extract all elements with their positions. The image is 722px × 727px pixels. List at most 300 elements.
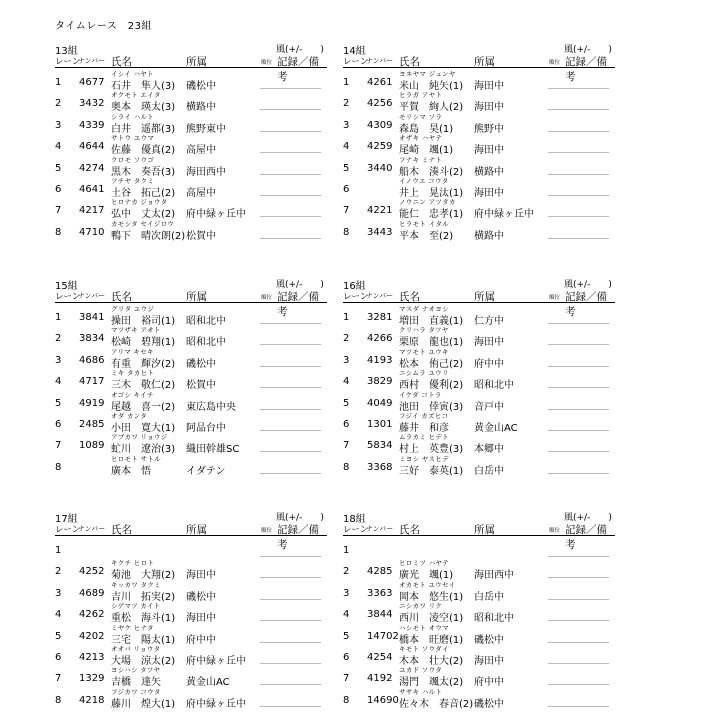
record-blank[interactable] bbox=[260, 684, 321, 685]
entrant-kana: オオバ リョウタ bbox=[111, 645, 161, 653]
record-blank[interactable] bbox=[260, 706, 321, 707]
entrant-name: 船木 湊斗(2) bbox=[399, 166, 464, 178]
lane-number: 8 bbox=[55, 226, 62, 238]
entry-row bbox=[343, 368, 615, 392]
record-blank[interactable] bbox=[548, 577, 609, 578]
header-rank: 順位 bbox=[549, 60, 561, 66]
entrant-affiliation: 松賀中 bbox=[186, 380, 216, 392]
entrant-kana: フジカワ コウタ bbox=[111, 687, 161, 696]
header-rank: 順位 bbox=[261, 60, 273, 66]
bib-number: 3443 bbox=[367, 226, 393, 238]
entrant-affiliation: 白岳中 bbox=[474, 465, 504, 477]
bib-number: 5834 bbox=[367, 440, 393, 452]
entrant-kana: ヒラガ アヤト bbox=[399, 91, 443, 100]
entrant-name: 西村 優利(2) bbox=[399, 380, 464, 392]
bib-number: 4677 bbox=[79, 77, 105, 88]
lane-number: 4 bbox=[343, 609, 350, 621]
entrant-affiliation: 府中緑ヶ丘中 bbox=[186, 209, 246, 221]
entrant-affiliation: 東広島中央 bbox=[186, 401, 236, 413]
bib-number: 4192 bbox=[367, 673, 393, 685]
wind-field: 風(+/- ) bbox=[276, 45, 324, 55]
record-blank[interactable] bbox=[548, 473, 609, 474]
bib-number: 4049 bbox=[367, 397, 393, 409]
entrant-kana: ヨシハシ タツヤ bbox=[111, 666, 161, 675]
entrant-affiliation: 海田中 bbox=[474, 102, 504, 114]
record-blank[interactable] bbox=[260, 577, 321, 578]
record-blank[interactable] bbox=[548, 152, 609, 153]
header-record: 記録／備考 bbox=[277, 56, 319, 83]
entrant-name: 藤井 和彦 bbox=[399, 423, 449, 434]
entrant-kana: マツモト ユウキ bbox=[399, 347, 449, 356]
entrant-kana: グリタ ユウジ bbox=[111, 305, 155, 313]
entry-row bbox=[343, 537, 615, 558]
entry-row bbox=[343, 454, 615, 475]
entrant-affiliation: イダテン bbox=[186, 465, 226, 477]
entrant-affiliation: 織田幹雄SC bbox=[186, 444, 240, 456]
entrant-affiliation: 磯松中 bbox=[186, 591, 216, 603]
entrant-name: 松崎 碧翔(1) bbox=[111, 337, 176, 349]
bib-number: 3841 bbox=[79, 312, 105, 323]
lane-number: 5 bbox=[55, 162, 62, 174]
record-blank[interactable] bbox=[260, 88, 321, 89]
heat-name: 17組 bbox=[55, 514, 78, 525]
entrant-kana: ツチヤ タクミ bbox=[111, 177, 155, 185]
bib-number: 4285 bbox=[367, 566, 393, 578]
entrant-kana: マスダ ナオヨシ bbox=[399, 305, 449, 313]
record-blank[interactable] bbox=[260, 387, 321, 388]
bib-number: 4252 bbox=[79, 566, 105, 578]
heat-name: 16組 bbox=[343, 281, 366, 292]
wind-field: 風(+/- ) bbox=[276, 280, 324, 290]
lane-number: 3 bbox=[55, 587, 62, 599]
entry-row bbox=[55, 69, 327, 90]
entrant-name: 有重 輝汐(2) bbox=[111, 358, 176, 370]
entrant-kana: ヒロモト サトル bbox=[111, 454, 161, 463]
entrant-kana: ハシモト オウマ bbox=[399, 623, 449, 632]
entry-row bbox=[343, 155, 615, 176]
bib-number: 4339 bbox=[79, 119, 105, 131]
entry-row bbox=[55, 133, 327, 157]
entrant-name: 平賀 絢人(2) bbox=[399, 102, 464, 114]
bib-number: 4262 bbox=[79, 609, 105, 621]
entry-row bbox=[343, 601, 615, 625]
entrant-affiliation: 昭和北中 bbox=[186, 337, 226, 349]
entry-row bbox=[55, 304, 327, 325]
entrant-kana: クリハラ タツヤ bbox=[399, 326, 449, 335]
entry-row bbox=[55, 432, 327, 456]
entrant-name: 尾越 喜一(2) bbox=[111, 401, 176, 413]
lane-number: 2 bbox=[55, 98, 62, 110]
entrant-name: 吉川 拓実(2) bbox=[111, 591, 176, 603]
bib-number: 4221 bbox=[367, 205, 393, 217]
entrant-name: 小田 寛大(1) bbox=[111, 423, 176, 434]
entrant-name: 三好 泰英(1) bbox=[399, 465, 464, 477]
record-blank[interactable] bbox=[548, 344, 609, 345]
lane-number: 5 bbox=[343, 397, 350, 409]
entrant-affiliation: 府中緑ヶ丘中 bbox=[474, 209, 534, 221]
entrant-kana: ヨネヤマ ジュンヤ bbox=[399, 70, 456, 78]
entrant-name: 佐藤 優真(2) bbox=[111, 145, 176, 157]
entrant-affiliation: 海田中 bbox=[186, 570, 216, 582]
record-blank[interactable] bbox=[548, 430, 609, 431]
header-record: 記録／備考 bbox=[565, 524, 607, 551]
record-blank[interactable] bbox=[548, 684, 609, 685]
header-rank: 順位 bbox=[549, 295, 561, 301]
bib-number: 4218 bbox=[79, 694, 105, 706]
header-name: 氏名 bbox=[111, 291, 132, 303]
entrant-kana: キモト ソウダイ bbox=[399, 645, 449, 653]
record-blank[interactable] bbox=[548, 216, 609, 217]
entrant-affiliation: 海田西中 bbox=[474, 570, 514, 582]
entrant-name: 廣本 悟 bbox=[111, 465, 151, 477]
bib-number: 4193 bbox=[367, 354, 393, 366]
lane-number: 8 bbox=[55, 694, 62, 706]
record-blank[interactable] bbox=[548, 706, 609, 707]
entry-row bbox=[55, 454, 327, 475]
entrant-kana: マツザキ アオト bbox=[111, 326, 161, 335]
entry-row bbox=[55, 558, 327, 582]
header-affiliation: 所属 bbox=[474, 56, 495, 68]
lane-number: 1 bbox=[55, 77, 62, 88]
entry-row bbox=[55, 368, 327, 392]
header-affiliation: 所属 bbox=[186, 524, 207, 536]
record-blank[interactable] bbox=[260, 451, 321, 452]
header-affiliation: 所属 bbox=[186, 56, 207, 68]
entrant-affiliation: 熊野東中 bbox=[186, 123, 226, 135]
entry-row bbox=[55, 601, 327, 625]
entrant-kana: ミヤケ ヒナタ bbox=[111, 623, 154, 632]
lane-number: 6 bbox=[343, 652, 350, 663]
entrant-name: 鴨下 晴次朗(2) bbox=[111, 230, 186, 242]
entrant-name: 橋本 旺磨(1) bbox=[399, 634, 464, 646]
header-affiliation: 所属 bbox=[186, 291, 207, 303]
header-record: 記録／備考 bbox=[565, 291, 607, 318]
entry-row bbox=[343, 197, 615, 221]
entrant-kana: ミキ タカヒト bbox=[111, 369, 155, 378]
record-blank[interactable] bbox=[548, 642, 609, 643]
entrant-name: 弘中 丈太(2) bbox=[111, 209, 176, 221]
lane-number: 6 bbox=[55, 419, 62, 430]
entrant-kana: ニシムラ ユウリ bbox=[399, 369, 449, 378]
entrant-kana: ニシカワ リク bbox=[399, 602, 443, 611]
record-blank[interactable] bbox=[548, 387, 609, 388]
header-rank: 順位 bbox=[261, 295, 273, 301]
record-blank[interactable] bbox=[548, 88, 609, 89]
entrant-affiliation: 仁方中 bbox=[474, 316, 504, 327]
header-lane: レーン bbox=[343, 525, 369, 535]
entrant-kana: アブカワ リョウジ bbox=[111, 433, 168, 442]
entry-row bbox=[55, 347, 327, 368]
entrant-affiliation: 磯松中 bbox=[186, 81, 216, 92]
lane-number: 3 bbox=[55, 354, 62, 366]
header-divider bbox=[55, 67, 327, 68]
entrant-kana: シゲマツ カイト bbox=[111, 602, 161, 611]
entrant-kana: ユカド ソウタ bbox=[399, 666, 443, 675]
lane-number: 8 bbox=[343, 226, 350, 238]
record-blank[interactable] bbox=[260, 174, 321, 175]
record-blank[interactable] bbox=[260, 152, 321, 153]
lane-number: 5 bbox=[343, 630, 350, 642]
record-blank[interactable] bbox=[260, 430, 321, 431]
entrant-kana: ムラカミ ヒデト bbox=[399, 433, 449, 442]
entrant-name: 三宅 陽太(1) bbox=[111, 634, 176, 646]
entry-row bbox=[55, 580, 327, 601]
entry-row bbox=[55, 665, 327, 689]
entrant-name: 米山 純矢(1) bbox=[399, 81, 464, 92]
entry-row bbox=[55, 390, 327, 411]
bib-number: 4256 bbox=[367, 98, 393, 110]
entrant-kana: ノウニン アツタカ bbox=[399, 198, 456, 207]
entry-row bbox=[343, 176, 615, 197]
header-number: ナンバー bbox=[78, 57, 106, 65]
entrant-kana: ヒラモト イタル bbox=[399, 219, 449, 228]
header-name: 氏名 bbox=[399, 291, 420, 303]
lane-number: 3 bbox=[343, 587, 350, 599]
entry-row bbox=[343, 558, 615, 582]
entrant-affiliation: 昭和北中 bbox=[474, 613, 514, 625]
lane-number: 1 bbox=[343, 77, 350, 88]
lane-number: 2 bbox=[343, 333, 350, 345]
entry-row bbox=[343, 665, 615, 689]
entrant-name: 奥本 瑛太(3) bbox=[111, 102, 176, 114]
header-lane: レーン bbox=[55, 525, 81, 535]
entrant-name: 平本 至(2) bbox=[399, 230, 454, 242]
record-blank[interactable] bbox=[548, 620, 609, 621]
header-record: 記録／備考 bbox=[277, 291, 319, 318]
entrant-name: 栗原 龍也(1) bbox=[399, 337, 464, 349]
entry-row bbox=[55, 644, 327, 665]
entrant-affiliation: 黄金山AC bbox=[186, 677, 230, 689]
record-blank[interactable] bbox=[548, 409, 609, 410]
entry-row bbox=[55, 325, 327, 349]
entrant-kana: キクチ ヒロト bbox=[111, 559, 155, 568]
header-lane: レーン bbox=[343, 57, 369, 67]
entrant-affiliation: 海田西中 bbox=[186, 166, 226, 178]
entrant-affiliation: 府中中 bbox=[186, 634, 216, 646]
entry-row bbox=[343, 133, 615, 157]
entry-row bbox=[55, 112, 327, 133]
entrant-name: 湯門 颯太(2) bbox=[399, 677, 464, 689]
bib-number: 3829 bbox=[367, 376, 393, 388]
bib-number: 4202 bbox=[79, 630, 105, 642]
lane-number: 4 bbox=[343, 376, 350, 388]
record-blank[interactable] bbox=[260, 344, 321, 345]
record-blank[interactable] bbox=[548, 556, 609, 557]
entrant-name: 廣光 颯(1) bbox=[399, 570, 454, 582]
record-blank[interactable] bbox=[260, 663, 321, 664]
wind-field: 風(+/- ) bbox=[564, 513, 612, 523]
entrant-affiliation: 昭和北中 bbox=[186, 316, 226, 327]
entry-row bbox=[343, 69, 615, 90]
entrant-kana: オゴシ キイチ bbox=[111, 390, 154, 399]
header-number: ナンバー bbox=[366, 57, 394, 65]
entry-row bbox=[343, 90, 615, 114]
record-blank[interactable] bbox=[260, 473, 321, 474]
heat-name: 18組 bbox=[343, 514, 366, 525]
entrant-affiliation: 横路中 bbox=[186, 102, 216, 114]
entrant-affiliation: 昭和北中 bbox=[474, 380, 514, 392]
heat-name: 15組 bbox=[55, 281, 78, 292]
record-blank[interactable] bbox=[548, 451, 609, 452]
lane-number: 1 bbox=[343, 312, 350, 323]
entrant-kana: オクモト エイタ bbox=[111, 91, 161, 100]
record-blank[interactable] bbox=[260, 366, 321, 367]
entrant-name: 井上 晃汰(1) bbox=[399, 188, 464, 199]
lane-number: 7 bbox=[343, 205, 350, 217]
entrant-name: 黒木 奏吾(3) bbox=[111, 166, 176, 178]
entry-row bbox=[343, 325, 615, 349]
bib-number: 4689 bbox=[79, 587, 105, 599]
lane-number: 2 bbox=[55, 333, 62, 345]
bib-number: 4710 bbox=[79, 226, 105, 238]
bib-number: 3363 bbox=[367, 587, 393, 599]
lane-number: 6 bbox=[343, 184, 350, 195]
bib-number: 4254 bbox=[367, 652, 393, 663]
header-divider bbox=[343, 535, 615, 536]
record-blank[interactable] bbox=[260, 216, 321, 217]
bib-number: 4641 bbox=[79, 184, 105, 195]
header-affiliation: 所属 bbox=[474, 524, 495, 536]
entrant-affiliation: 横路中 bbox=[474, 230, 504, 242]
entrant-kana: クロモ ソウゴ bbox=[111, 155, 155, 164]
lane-number: 8 bbox=[343, 694, 350, 706]
record-blank[interactable] bbox=[548, 174, 609, 175]
entrant-affiliation: 黄金山AC bbox=[474, 423, 518, 434]
entrant-kana: サトウ ユウマ bbox=[111, 134, 155, 143]
bib-number: 4266 bbox=[367, 333, 393, 345]
entrant-name: 藤川 煌大(1) bbox=[111, 698, 176, 710]
entrant-kana: ヒロナカ ジョウタ bbox=[111, 198, 168, 207]
record-blank[interactable] bbox=[260, 620, 321, 621]
wind-field: 風(+/- ) bbox=[564, 280, 612, 290]
bib-number: 4261 bbox=[367, 77, 393, 88]
entrant-kana: アリマ キセキ bbox=[111, 347, 154, 356]
header-name: 氏名 bbox=[399, 56, 420, 68]
lane-number: 2 bbox=[55, 566, 62, 578]
record-blank[interactable] bbox=[548, 195, 609, 196]
entrant-name: 森島 昊(1) bbox=[399, 123, 454, 135]
entry-row bbox=[343, 644, 615, 665]
entrant-kana: カモシタ セイジロウ bbox=[111, 219, 175, 228]
page-title: タイムレース 23組 bbox=[55, 21, 153, 32]
entry-row bbox=[55, 197, 327, 221]
record-blank[interactable] bbox=[548, 323, 609, 324]
entrant-kana: イケダ コトラ bbox=[399, 390, 442, 399]
heat-name: 13組 bbox=[55, 46, 78, 57]
bib-number: 14702 bbox=[367, 630, 399, 642]
entrant-affiliation: 磯松中 bbox=[474, 634, 504, 646]
entrant-kana: オザキ ハヤテ bbox=[399, 134, 443, 143]
entry-row bbox=[343, 390, 615, 411]
record-blank[interactable] bbox=[548, 663, 609, 664]
entrant-affiliation: 松賀中 bbox=[186, 230, 216, 242]
record-blank[interactable] bbox=[260, 109, 321, 110]
entrant-kana: キッカワ タクミ bbox=[111, 580, 161, 589]
lane-number: 7 bbox=[343, 673, 350, 685]
entrant-affiliation: 府中緑ヶ丘中 bbox=[186, 656, 246, 667]
lane-number: 3 bbox=[343, 354, 350, 366]
bib-number: 4686 bbox=[79, 354, 105, 366]
heat-name: 14組 bbox=[343, 46, 366, 57]
header-lane: レーン bbox=[343, 292, 369, 302]
lane-number: 2 bbox=[343, 98, 350, 110]
header-record: 記録／備考 bbox=[277, 524, 319, 551]
entrant-affiliation: 府中緑ヶ丘中 bbox=[186, 698, 246, 710]
entrant-name: 尾崎 颯(1) bbox=[399, 145, 454, 157]
entrant-kana: オカモト ユウセイ bbox=[399, 580, 456, 589]
lane-number: 4 bbox=[343, 141, 350, 153]
record-blank[interactable] bbox=[260, 409, 321, 410]
entry-row bbox=[343, 580, 615, 601]
record-blank[interactable] bbox=[260, 642, 321, 643]
header-record: 記録／備考 bbox=[565, 56, 607, 83]
lane-number: 1 bbox=[343, 545, 350, 556]
entrant-affiliation: 府中中 bbox=[474, 358, 504, 370]
bib-number: 4259 bbox=[367, 141, 393, 153]
bib-number: 3368 bbox=[367, 461, 393, 473]
lane-number: 4 bbox=[55, 609, 62, 621]
entrant-affiliation: 高屋中 bbox=[186, 145, 216, 157]
record-blank[interactable] bbox=[548, 238, 609, 239]
entrant-affiliation: 磯松中 bbox=[474, 698, 504, 710]
record-blank[interactable] bbox=[260, 556, 321, 557]
entrant-name: 菊池 大翔(2) bbox=[111, 570, 176, 582]
header-rank: 順位 bbox=[549, 528, 561, 534]
record-blank[interactable] bbox=[548, 599, 609, 600]
record-blank[interactable] bbox=[548, 109, 609, 110]
entrant-name: 吉橋 達矢 bbox=[111, 677, 161, 689]
lane-number: 3 bbox=[55, 119, 62, 131]
bib-number: 4213 bbox=[79, 652, 105, 663]
record-blank[interactable] bbox=[260, 323, 321, 324]
entrant-kana: ミヨシ ヤスヒデ bbox=[399, 454, 449, 463]
bib-number: 4274 bbox=[79, 162, 105, 174]
bib-number: 4717 bbox=[79, 376, 105, 388]
entry-row bbox=[55, 219, 327, 240]
header-name: 氏名 bbox=[111, 56, 132, 68]
entrant-name: 石井 隼人(3) bbox=[111, 81, 176, 92]
bib-number: 14690 bbox=[367, 694, 399, 706]
entrant-name: 三木 敬仁(2) bbox=[111, 380, 176, 392]
entry-row bbox=[55, 176, 327, 197]
header-name: 氏名 bbox=[399, 524, 420, 536]
entrant-name: 増田 直義(1) bbox=[399, 316, 464, 327]
entrant-name: 池田 倖寅(3) bbox=[399, 401, 464, 413]
bib-number: 3440 bbox=[367, 162, 393, 174]
lane-number: 7 bbox=[55, 673, 62, 685]
lane-number: 6 bbox=[343, 419, 350, 430]
entry-row bbox=[343, 112, 615, 133]
bib-number: 3281 bbox=[367, 312, 393, 323]
header-lane: レーン bbox=[55, 292, 81, 302]
header-divider bbox=[55, 302, 327, 303]
bib-number: 3834 bbox=[79, 333, 105, 345]
entry-row bbox=[55, 90, 327, 114]
bib-number: 4309 bbox=[367, 119, 393, 131]
bib-number: 4217 bbox=[79, 205, 105, 217]
record-blank[interactable] bbox=[548, 131, 609, 132]
record-blank[interactable] bbox=[260, 195, 321, 196]
record-blank[interactable] bbox=[260, 238, 321, 239]
entry-row bbox=[55, 623, 327, 644]
entrant-affiliation: 熊野中 bbox=[474, 123, 504, 135]
header-affiliation: 所属 bbox=[474, 291, 495, 303]
entrant-affiliation: 高屋中 bbox=[186, 188, 216, 199]
record-blank[interactable] bbox=[260, 131, 321, 132]
record-blank[interactable] bbox=[260, 599, 321, 600]
record-blank[interactable] bbox=[548, 366, 609, 367]
entrant-kana: モリシマ ソラ bbox=[399, 112, 443, 121]
